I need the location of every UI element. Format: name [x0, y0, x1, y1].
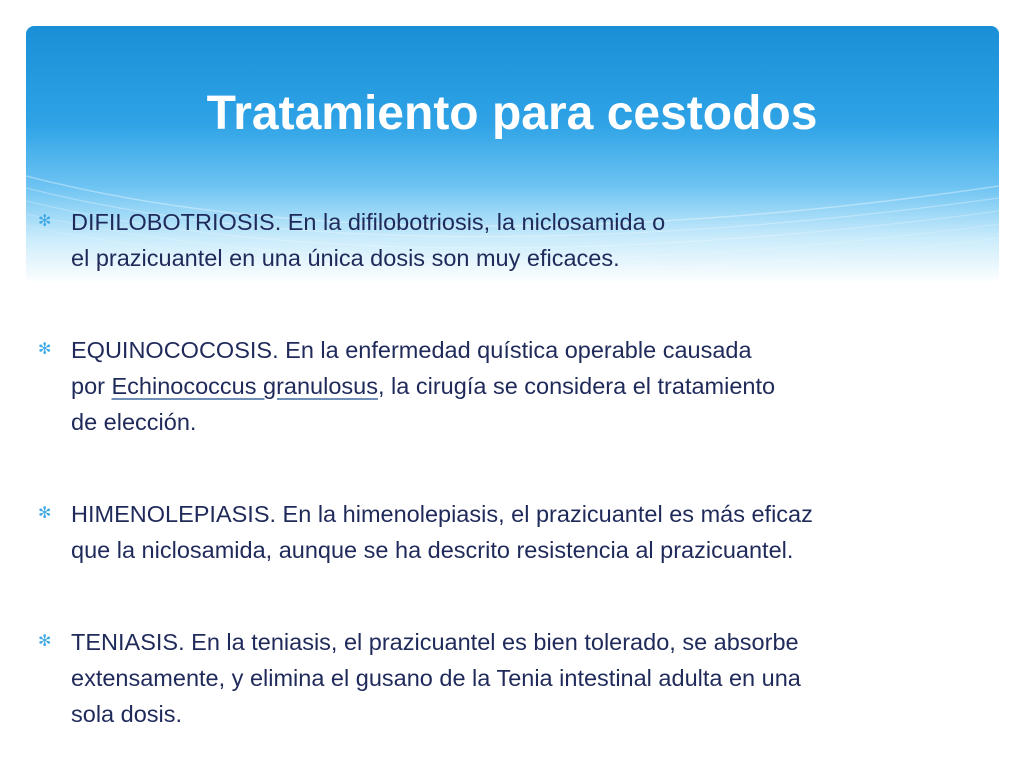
- bullet-line: TENIASIS. En la teniasis, el prazicuantel es bien tolerado, se absorbe: [71, 629, 799, 655]
- bullet-item-difilobotriosis: [38, 204, 665, 276]
- bullet-item-equinococosis: [38, 332, 775, 440]
- echinococcus-link[interactable]: Echinococcus granulosus: [111, 373, 378, 399]
- asterisk-bullet-icon: ✻: [38, 341, 52, 358]
- bullet-line: que la niclosamida, aunque se ha descrito resistencia al prazicuantel.: [71, 537, 794, 563]
- bullet-item-teniasis: [38, 624, 801, 732]
- bullet-item-himenolepiasis: [38, 496, 813, 568]
- bullet-text: , la cirugía se considera el tratamiento: [378, 373, 776, 399]
- bullet-line: HIMENOLEPIASIS. En la himenolepiasis, el prazicuantel es más eficaz: [71, 501, 813, 527]
- bullet-line: de elección.: [71, 409, 197, 435]
- bullet-line: EQUINOCOCOSIS. En la enfermedad quística operable causada: [71, 337, 752, 363]
- bullet-line: extensamente, y elimina el gusano de la Tenia intestinal adulta en una: [71, 665, 801, 691]
- bullet-text: por: [71, 373, 112, 399]
- asterisk-bullet-icon: ✻: [38, 213, 52, 230]
- bullet-line: DIFILOBOTRIOSIS. En la difilobotriosis, la niclosamida o: [71, 209, 666, 235]
- bullet-line: el prazicuantel en una única dosis son muy eficaces.: [71, 245, 620, 271]
- slide-title: Tratamiento para cestodos: [206, 87, 818, 140]
- asterisk-bullet-icon: ✻: [38, 633, 52, 650]
- bullet-line: sola dosis.: [71, 701, 183, 727]
- asterisk-bullet-icon: ✻: [38, 505, 52, 522]
- bullet-line: [71, 368, 775, 404]
